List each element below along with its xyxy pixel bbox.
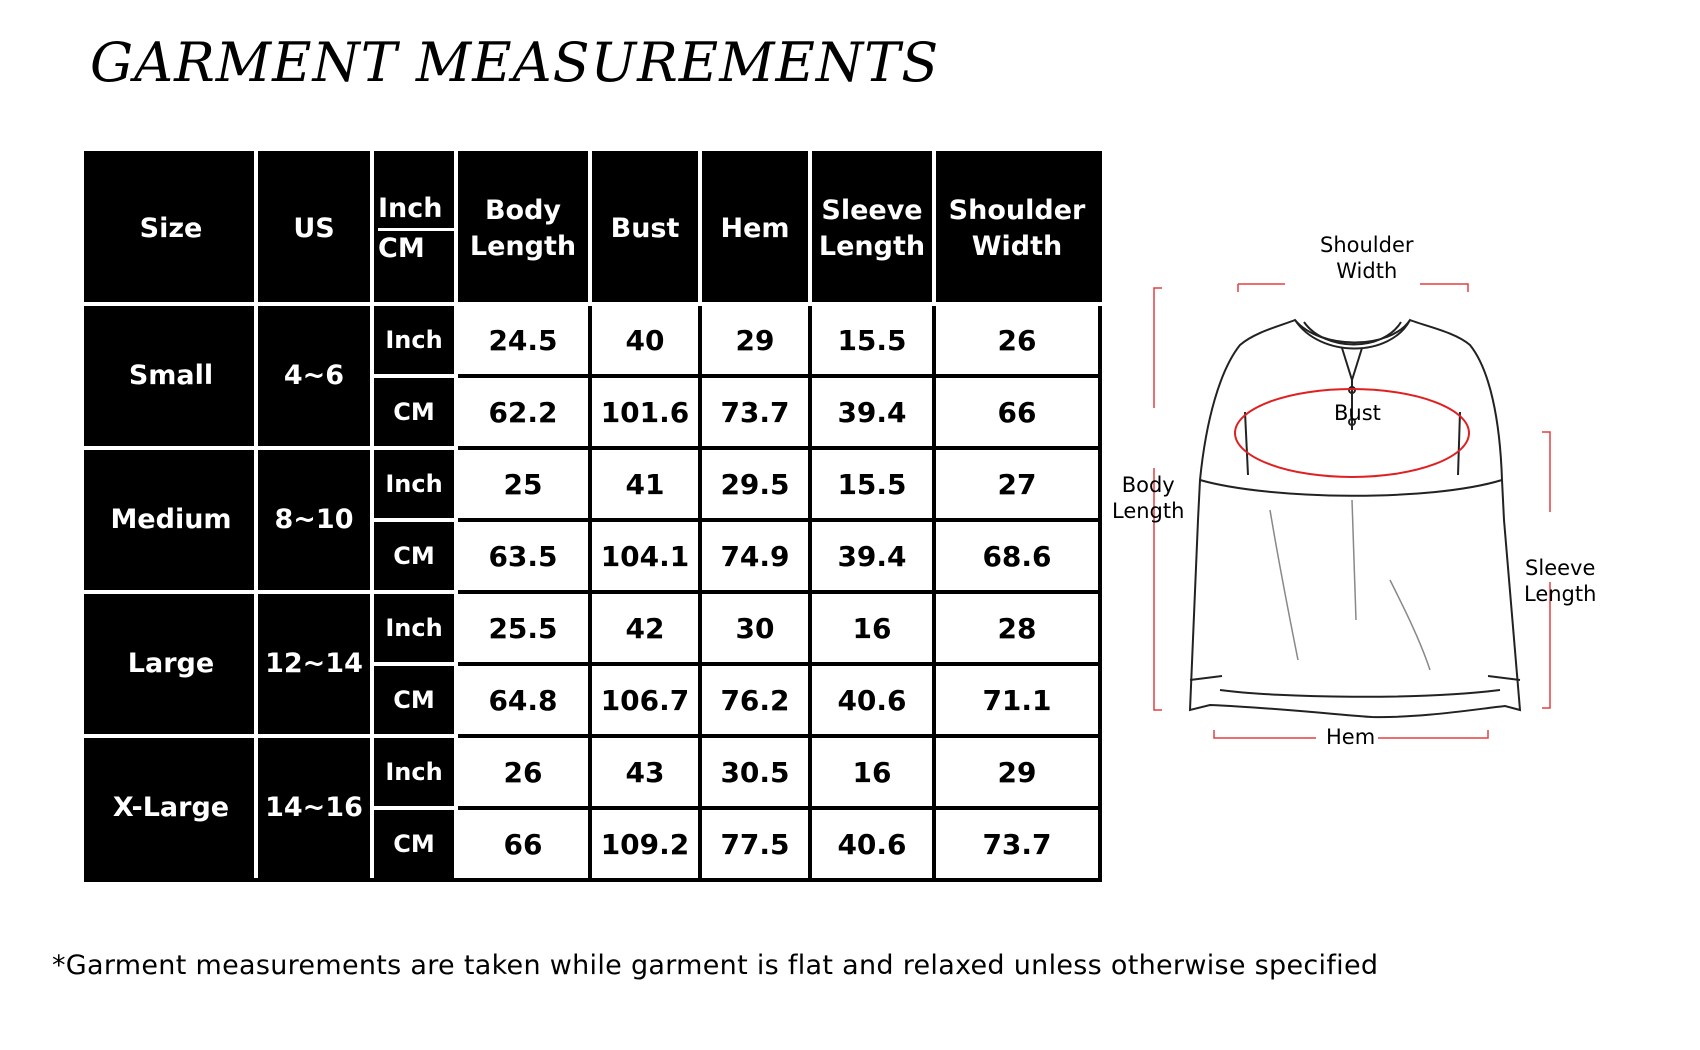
measurement-cell: 41	[590, 448, 700, 520]
bust-label: Bust	[1334, 401, 1381, 425]
sleeve-cuff-left	[1190, 676, 1222, 680]
measurement-cell: 29	[700, 304, 810, 376]
footnote: *Garment measurements are taken while garment is flat and relaxed unless otherwise specified	[52, 950, 1379, 981]
measurement-cell: 26	[934, 304, 1100, 376]
shoulder-width-label	[1320, 232, 1414, 285]
measurement-cell: 73.7	[700, 376, 810, 448]
yoke-seam	[1200, 480, 1502, 496]
sleeve-cuff-right	[1488, 676, 1520, 680]
measurement-cell: 40.6	[810, 664, 934, 736]
placket	[1342, 348, 1362, 380]
blouse-illustration	[1120, 240, 1700, 760]
size-name-cell: Small	[86, 304, 256, 448]
header-sleeve-length-line2: Length	[818, 230, 926, 262]
header-hem: Hem	[700, 153, 810, 304]
measurement-cell: 16	[810, 592, 934, 664]
size-chart-table	[84, 151, 1102, 882]
header-bust: Bust	[590, 153, 700, 304]
unit-cell: CM	[372, 664, 456, 736]
unit-cell: Inch	[372, 448, 456, 520]
measurement-cell: 29	[934, 736, 1100, 808]
header-sleeve-length-line1: Sleeve	[821, 195, 923, 227]
header-sleeve-length	[810, 153, 934, 304]
body-length-label-line1: Body	[1121, 473, 1175, 497]
measurement-cell: 101.6	[590, 376, 700, 448]
armhole-left	[1245, 412, 1248, 475]
measurement-cell: 73.7	[934, 808, 1100, 880]
measurement-cell: 39.4	[810, 376, 934, 448]
measurement-cell: 16	[810, 736, 934, 808]
measurement-cell: 68.6	[934, 520, 1100, 592]
table-row	[86, 736, 1100, 808]
hem-label: Hem	[1326, 725, 1376, 749]
header-shoulder-width-line1: Shoulder	[948, 195, 1086, 227]
page-title: GARMENT MEASUREMENTS	[90, 31, 940, 94]
unit-cell: CM	[372, 376, 456, 448]
measurement-cell: 71.1	[934, 664, 1100, 736]
table-row	[86, 592, 1100, 664]
size-name-cell: X-Large	[86, 736, 256, 880]
measurement-cell: 15.5	[810, 448, 934, 520]
measurement-cell: 15.5	[810, 304, 934, 376]
sleeve-length-label	[1524, 555, 1596, 608]
measurement-cell: 104.1	[590, 520, 700, 592]
header-unit-cm: CM	[378, 233, 425, 264]
measurement-cell: 109.2	[590, 808, 700, 880]
measurement-cell: 77.5	[700, 808, 810, 880]
header-shoulder-width	[934, 153, 1100, 304]
measurement-cell: 30.5	[700, 736, 810, 808]
fold-line-2	[1390, 580, 1430, 670]
measurement-cell: 63.5	[456, 520, 590, 592]
measurement-cell: 39.4	[810, 520, 934, 592]
unit-cell: CM	[372, 520, 456, 592]
header-size: Size	[86, 153, 256, 304]
unit-cell: Inch	[372, 736, 456, 808]
measurement-cell: 42	[590, 592, 700, 664]
us-size-cell: 14~16	[256, 736, 372, 880]
measurement-cell: 106.7	[590, 664, 700, 736]
measurement-cell: 26	[456, 736, 590, 808]
measurement-cell: 28	[934, 592, 1100, 664]
body-length-label	[1112, 472, 1184, 525]
garment-diagram	[1112, 233, 1700, 760]
measurement-cell: 25	[456, 448, 590, 520]
measurement-cell: 25.5	[456, 592, 590, 664]
measurement-cell: 76.2	[700, 664, 810, 736]
shoulder-width-guide	[1238, 284, 1468, 292]
unit-cell: Inch	[372, 304, 456, 376]
fold-line-3	[1352, 500, 1356, 620]
header-body-length	[456, 153, 590, 304]
shoulder-width-label-line2: Width	[1336, 259, 1398, 284]
armhole-right	[1458, 412, 1460, 475]
header-body-length-line1: Body	[484, 195, 562, 227]
body-length-label-line2: Length	[1112, 499, 1185, 524]
header-shoulder-width-line2: Width	[971, 230, 1063, 262]
size-name-cell: Large	[86, 592, 256, 736]
us-size-cell: 4~6	[256, 304, 372, 448]
header-us: US	[256, 153, 372, 304]
header-unit	[372, 153, 456, 304]
measurement-cell: 29.5	[700, 448, 810, 520]
us-size-cell: 12~14	[256, 592, 372, 736]
measurement-cell: 24.5	[456, 304, 590, 376]
hem-line	[1220, 690, 1500, 697]
sleeve-length-label-line2: Length	[1524, 582, 1597, 607]
size-name-cell: Medium	[86, 448, 256, 592]
measurement-cell: 27	[934, 448, 1100, 520]
unit-cell: Inch	[372, 592, 456, 664]
shoulder-width-label-line1: Shoulder	[1320, 233, 1414, 257]
measurement-cell: 66	[456, 808, 590, 880]
measurement-cell: 74.9	[700, 520, 810, 592]
blouse-outline	[1190, 320, 1520, 717]
sleeve-length-label-line1: Sleeve	[1525, 556, 1596, 580]
measurement-cell: 30	[700, 592, 810, 664]
measurement-cell: 66	[934, 376, 1100, 448]
header-unit-inch: Inch	[378, 191, 456, 231]
header-body-length-line2: Length	[469, 230, 577, 262]
measurement-cell: 62.2	[456, 376, 590, 448]
us-size-cell: 8~10	[256, 448, 372, 592]
measurement-cell: 40	[590, 304, 700, 376]
measurement-cell: 40.6	[810, 808, 934, 880]
size-rows	[86, 304, 1100, 880]
fold-line-1	[1270, 510, 1298, 660]
measurement-cell: 64.8	[456, 664, 590, 736]
table-row	[86, 304, 1100, 376]
table-row	[86, 448, 1100, 520]
measurement-cell: 43	[590, 736, 700, 808]
unit-cell: CM	[372, 808, 456, 880]
